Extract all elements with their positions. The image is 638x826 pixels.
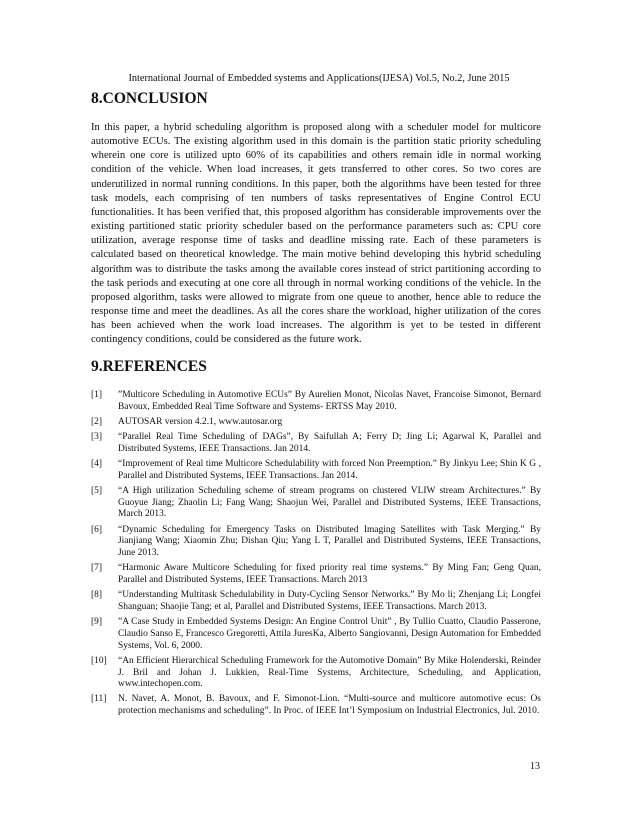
reference-item-3 bbox=[91, 432, 541, 455]
reference-item-5 bbox=[91, 486, 541, 521]
reference-number: [11] bbox=[91, 694, 107, 705]
reference-text: ”Multicore Scheduling in Automotive ECUs” By Aurelien Monot, Nicolas Navet, Francoise Simonot, Bernard Bavoux, Embedded Real Time Software and Systems- ERTSS May 2010. bbox=[118, 390, 541, 412]
reference-number: [9] bbox=[91, 617, 103, 628]
reference-item-7 bbox=[91, 563, 541, 586]
reference-text: “Parallel Real Time Scheduling of DAGs”, By Saifullah A; Ferry D; Jing Li; Agarwal K, Parallel and Distributed Systems, IEEE Transactions. Jan 2014. bbox=[118, 432, 541, 454]
reference-item-9 bbox=[91, 617, 541, 652]
reference-number: [7] bbox=[91, 563, 103, 574]
reference-number: [6] bbox=[91, 524, 103, 535]
reference-item-11 bbox=[91, 694, 541, 717]
reference-number: [3] bbox=[91, 432, 103, 443]
reference-text: “Harmonic Aware Multicore Scheduling for fixed priority real time systems.” By Ming Fan; Geng Quan, Parallel and Distributed Systems, IEEE Transactions. March 2013 bbox=[118, 563, 541, 585]
reference-number: [1] bbox=[91, 390, 103, 400]
reference-text: “A High utilization Scheduling scheme of stream programs on clustered VLIW stream Architectures.” By Guoyue Jiang; Zhaolin Li; Fang Wang; Shaojun Wei, Parallel and Distributed Systems, IEEE Transactions, March 2013. bbox=[118, 486, 541, 520]
reference-text: N. Navet, A. Monot, B. Bavoux, and F. Simonot-Lion. “Multi-source and multicore automotive ecus: Os protection mechanisms and scheduling”. In Proc. of IEEE Int’l Symposium on Industrial Electronics, Jul. 2010. bbox=[118, 694, 541, 717]
references-heading: 9.REFERENCES bbox=[91, 358, 207, 375]
reference-text: “Improvement of Real time Multicore Schedulability with forced Non Preemption.” By Jinkyu Lee; Shin K G , Parallel and Distributed Systems, IEEE Transactions. Jan 2014. bbox=[118, 459, 541, 481]
reference-text: “Dynamic Scheduling for Emergency Tasks on Distributed Imaging Satellites with Task Merging.” By Jianjiang Wang; Xiaomin Zhu; Dishan Qiu; Yang L T, Parallel and Distributed Systems, IEEE Transactions, June 2013. bbox=[118, 524, 541, 559]
reference-number: [10] bbox=[91, 655, 107, 666]
reference-text: “Understanding Multitask Schedulability in Duty-Cycling Sensor Networks.” By Mo li; Zhenjang Li; Longfei Shanguan; Shaojie Tang; et al, Parallel and Distributed Systems, IEEE Transactions. March 2013. bbox=[118, 590, 541, 612]
reference-item-10 bbox=[91, 656, 541, 691]
reference-number: [5] bbox=[91, 486, 103, 497]
reference-item-4 bbox=[91, 459, 541, 482]
conclusion-heading: 8.CONCLUSION bbox=[91, 90, 208, 107]
page-number: 13 bbox=[530, 761, 540, 772]
reference-item-8 bbox=[91, 590, 541, 613]
reference-text: “An Efficient Hierarchical Scheduling Framework for the Automotive Domain” By Mike Holenderski, Reinder J. Bril and Johan J. Lukkien, Real-Time Systems, Architecture, Scheduling, and Application, www.intechopen.com. bbox=[118, 655, 541, 690]
reference-item-1 bbox=[91, 390, 541, 413]
running-header: International Journal of Embedded systems and Applications(IJESA) Vol.5, No.2, June 2015 bbox=[128, 73, 510, 84]
reference-number: [2] bbox=[91, 416, 103, 427]
reference-item-2 bbox=[91, 417, 541, 429]
reference-text: AUTOSAR version 4.2.1, www.autosar.org bbox=[118, 416, 283, 427]
conclusion-paragraph: In this paper, a hybrid scheduling algorithm is proposed along with a scheduler model for multicore automotive ECUs. The existing algorithm used in this domain is the partition static priority scheduling wherein one core is utilized upto 60% of its capabilities and others remain idle in normal working condition of the vehicle. When load increases, it gets transferred to other cores. So two cores are underutilized in normal running conditions. In this paper, both the algorithms have been tested for three task models, each comprising of ten numbers of tasks representatives of Engine Control ECU functionalities. It has been verified that, this proposed algorithm has considerable improvements over the existing partitioned static priority scheduler based on the performance parameters such as: CPU core utilization, average response time of tasks and deadline missing rate. Each of these parameters is calculated based on theoretical knowledge. The main motive behind developing this hybrid scheduling algorithm was to distribute the tasks among the available cores instead of strict partitioning according to the task periods and executing at one core all through in normal working conditions of the vehicle. In the proposed algorithm, tasks were allowed to migrate from one queue to another, hence able to reduce the response time and meet the deadlines. As all the cores share the workload, higher utilization of the cores has been achieved when the work load increases. The algorithm is yet to be tested in different contingency conditions, could be considered as the future work. bbox=[91, 122, 541, 346]
reference-number: [4] bbox=[91, 459, 103, 470]
reference-list bbox=[91, 390, 541, 721]
reference-number: [8] bbox=[91, 590, 103, 601]
reference-item-6 bbox=[91, 525, 541, 560]
reference-text: ”A Case Study in Embedded Systems Design: An Engine Control Unit” , By Tullio Cuatto, Claudio Passerone, Claudio Sanso E, Francesco Gregoretti, Attila JuresKa, Alberto Sangiovanni, Design Automation for Embedded Systems, Vol. 6, 2000. bbox=[118, 617, 541, 651]
